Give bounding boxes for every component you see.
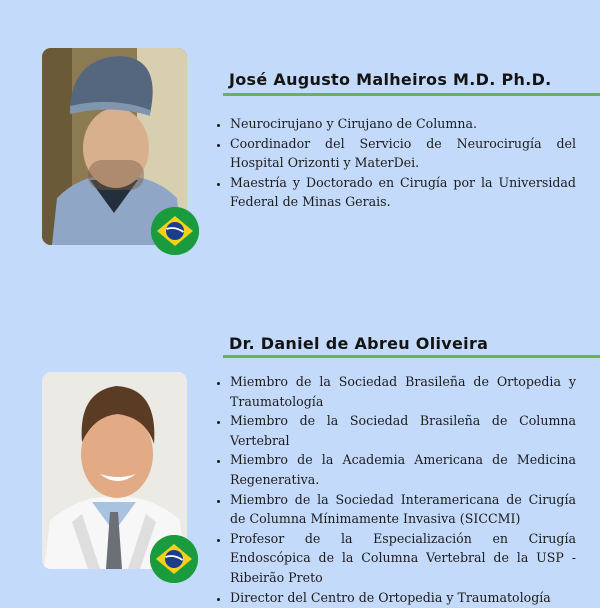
doctor-1-brazil-flag-icon xyxy=(151,207,199,255)
doctor-1-name: José Augusto Malheiros M.D. Ph.D. xyxy=(229,70,552,89)
bio-item: • Miembro de la Sociedad Brasileña de Ortopedia y Traumatología xyxy=(230,372,576,411)
bio-item: • Profesor de la Especialización en Cirugía Endoscópica de la Columna Vertebral de la USP - Ribeirão Preto xyxy=(230,529,576,588)
doctor-1-bio-list xyxy=(214,114,576,212)
bio-item: • Maestría y Doctorado en Cirugía por la Universidad Federal de Minas Gerais. xyxy=(230,173,576,212)
bio-item: • Miembro de la Sociedad Interamericana de Cirugía de Columna Mínimamente Invasiva (SICCMI) xyxy=(230,490,576,529)
bio-item: • Director del Centro de Ortopedia y Traumatología xyxy=(230,588,576,608)
bio-item: • Miembro de la Sociedad Brasileña de Columna Vertebral xyxy=(230,411,576,450)
bio-item: • Coordinador del Servicio de Neurocirugía del Hospital Orizonti y MaterDei. xyxy=(230,134,576,173)
doctor-2-divider xyxy=(223,355,600,358)
doctor-2-brazil-flag-icon xyxy=(150,535,198,583)
bio-item: • Neurocirujano y Cirujano de Columna. xyxy=(230,114,576,134)
bio-item: • Miembro de la Academia Americana de Medicina Regenerativa. xyxy=(230,450,576,489)
doctor-1-divider xyxy=(223,93,600,96)
doctor-2-name: Dr. Daniel de Abreu Oliveira xyxy=(229,334,489,353)
doctor-2-bio-list xyxy=(214,372,576,607)
